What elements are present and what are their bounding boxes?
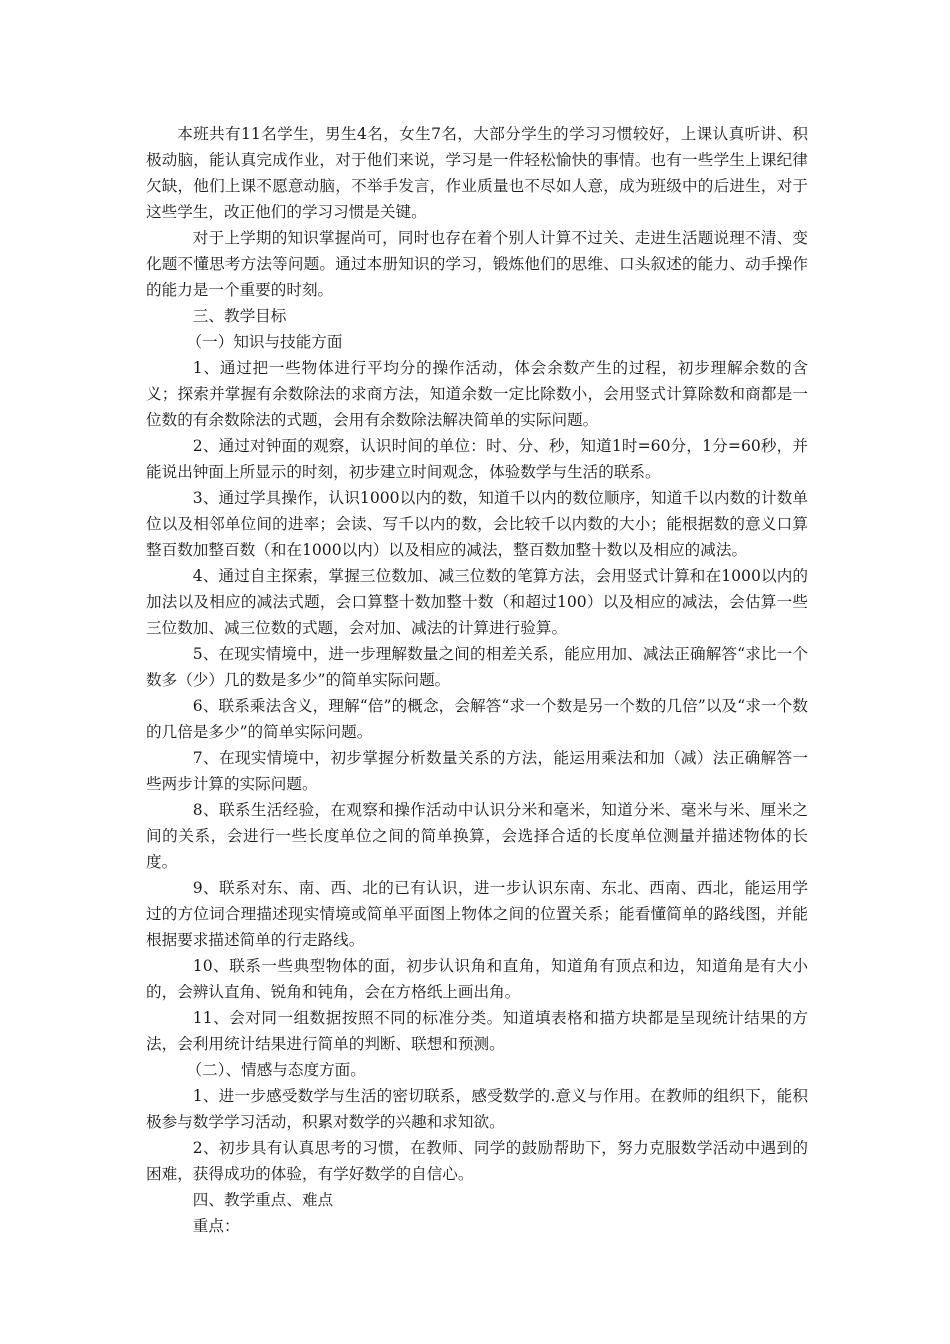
goal-item-9: 9、联系对东、南、西、北的已有认识，进一步认识东南、东北、西南、西北，能运用学过的方位词合理描述现实情境或简单平面图上物体之间的位置关系；能看懂简单的路线图，并能根据要求描述简单的行走路线。 (146, 879, 808, 949)
attitude-item-1: 1、进一步感受数学与生活的密切联系，感受数学的.意义与作用。在教师的组织下，能积极参与数学学习活动，积累对数学的兴趣和求知欲。 (146, 1087, 808, 1131)
subheading-knowledge-skills: （一）知识与技能方面 (186, 333, 343, 351)
goal-item-1: 1、通过把一些物体进行平均分的操作活动，体会余数产生的过程，初步理解余数的含义；探索并掌握有余数除法的求商方法，知道余数一定比除数小，会用竖式计算除数和商都是一位数的有余数除法的式题，会用有余数除法解决简单的实际问题。 (146, 359, 808, 429)
goal-item-10: 10、联系一些典型物体的面，初步认识角和直角，知道角有顶点和边，知道角是有大小的，会辨认直角、锐角和钝角，会在方格纸上画出角。 (146, 957, 808, 1001)
goal-item-3: 3、通过学具操作，认识1000以内的数，知道千以内的数位顺序，知道千以内数的计数单位以及相邻单位间的进率；会读、写千以内的数，会比较千以内数的大小；能根据数的意义口算整百数加整百数（和在1000以内）以及相应的减法，整百数加整十数以及相应的减法。 (146, 489, 808, 559)
goal-item-11: 11、会对同一组数据按照不同的标准分类。知道填表格和描方块都是呈现统计结果的方法，会利用统计结果进行简单的判断、联想和预测。 (146, 1009, 808, 1053)
document-body (146, 121, 808, 1239)
goal-item-4: 4、通过自主探索，掌握三位数加、减三位数的笔算方法，会用竖式计算和在1000以内的加法以及相应的减法式题，会口算整十数加整十数（和超过100）以及相应的减法，会估算一些三位数加、减三位数的式题，会对加、减法的计算进行验算。 (146, 567, 808, 637)
goal-item-8: 8、联系生活经验，在观察和操作活动中认识分米和毫米，知道分米、毫米与米、厘米之间的关系，会进行一些长度单位之间的简单换算，会选择合适的长度单位测量并描述物体的长度。 (146, 801, 808, 871)
goal-item-7: 7、在现实情境中，初步掌握分析数量关系的方法，能运用乘法和加（减）法正确解答一些两步计算的实际问题。 (146, 749, 808, 793)
attitude-item-2: 2、初步具有认真思考的习惯，在教师、同学的鼓励帮助下，努力克服数学活动中遇到的困难，获得成功的体验，有学好数学的自信心。 (146, 1139, 808, 1183)
section-heading-teaching-goals: 三、教学目标 (192, 307, 287, 325)
goal-item-5: 5、在现实情境中，进一步理解数量之间的相差关系，能应用加、减法正确解答“求比一个数多（少）几的数是多少”的简单实际问题。 (146, 645, 808, 689)
paragraph-previous-term: 对于上学期的知识掌握尚可，同时也存在着个别人计算不过关、走进生活题说理不清、变化题不懂思考方法等问题。通过本册知识的学习，锻炼他们的思维、口头叙述的能力、动手操作的能力是一个重要的时刻。 (146, 229, 808, 299)
key-points-label: 重点： (192, 1217, 240, 1235)
paragraph-class-overview: 本班共有11名学生，男生4名，女生7名，大部分学生的学习习惯较好，上课认真听讲、积极动脑，能认真完成作业，对于他们来说，学习是一件轻松愉快的事情。也有一些学生上课纪律欠缺，他们上课不愿意动脑，不举手发言，作业质量也不尽如人意，成为班级中的后进生，对于这些学生，改正他们的学习习惯是关键。 (146, 125, 808, 221)
subheading-emotion-attitude: （二）、情感与态度方面。 (186, 1061, 366, 1079)
goal-item-6: 6、联系乘法含义，理解“倍”的概念，会解答“求一个数是另一个数的几倍”以及“求一个数的几倍是多少”的简单实际问题。 (146, 697, 808, 741)
goal-item-2: 2、通过对钟面的观察，认识时间的单位：时、分、秒，知道1时=60分，1分=60秒，并能说出钟面上所显示的时刻，初步建立时间观念，体验数学与生活的联系。 (146, 437, 808, 481)
section-heading-key-points: 四、教学重点、难点 (192, 1191, 334, 1209)
